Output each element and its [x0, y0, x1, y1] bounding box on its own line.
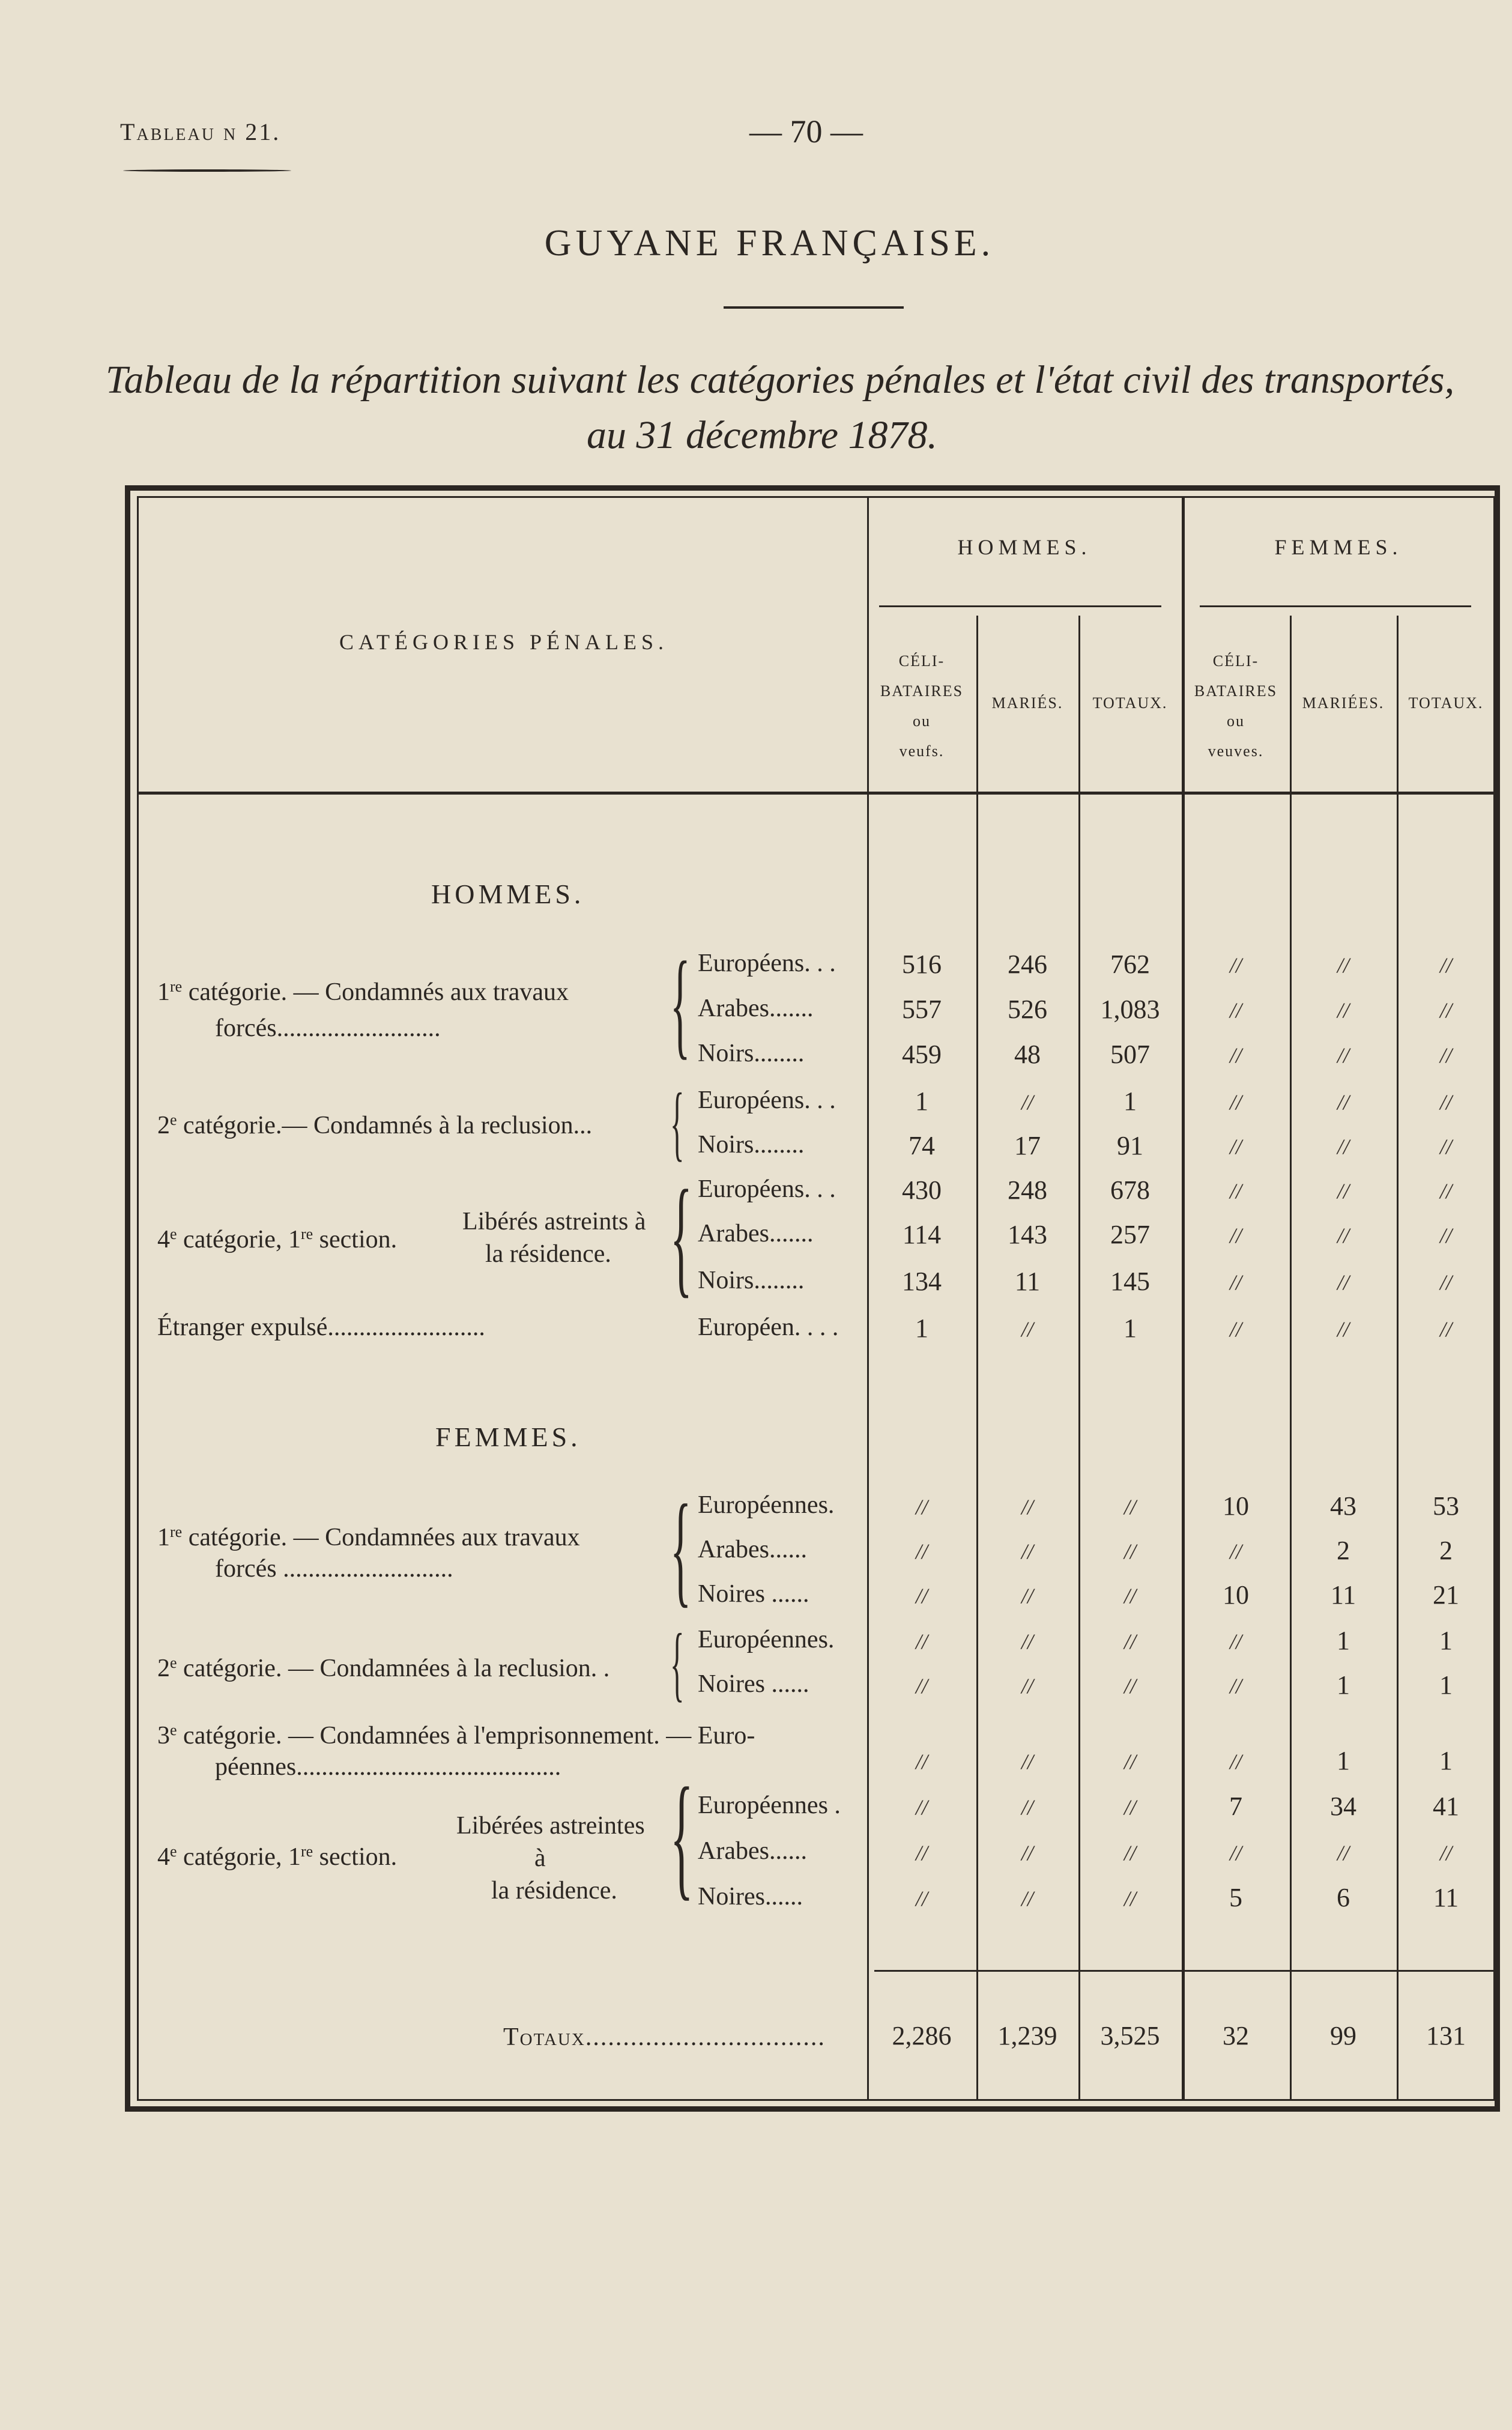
table-cell: //	[1021, 1629, 1033, 1653]
row-subcategory-label: Noirs........	[698, 1267, 805, 1294]
row-subcategory-label: Arabes......	[698, 1536, 807, 1563]
table-cell: 11	[1014, 1267, 1041, 1296]
table-cell: //	[1229, 1317, 1242, 1341]
table-cell: //	[1439, 1841, 1452, 1865]
row-subcategory-label: Européennes.	[698, 1626, 835, 1653]
table-cell: 48	[1014, 1040, 1041, 1069]
table-number-label: Tableau n 21.	[120, 118, 281, 145]
table-cell: //	[1337, 1179, 1349, 1203]
row-subcategory-label: Noirs........	[698, 1131, 805, 1159]
table-cell: //	[1229, 1270, 1242, 1294]
brace: {	[670, 938, 691, 1070]
table-cell: 1	[1439, 1746, 1453, 1775]
totals-top-rule	[874, 1970, 1495, 1972]
table-cell: 430	[902, 1175, 942, 1205]
row-subcategory-label: Européen. . . .	[698, 1313, 839, 1341]
table-cell: //	[1439, 953, 1452, 977]
table-cell: 2	[1337, 1536, 1350, 1565]
col-header-totaux-hommes: TOTAUX.	[1092, 694, 1168, 712]
table-cell: //	[1021, 1750, 1033, 1774]
table-cell: //	[1439, 1317, 1452, 1341]
table-cell: 21	[1433, 1580, 1459, 1610]
col-header-mariees: MARIÉES.	[1302, 694, 1385, 712]
row-subcategory-label: Arabes......	[698, 1837, 807, 1865]
label-hommes-cat1: 1re catégorie. — Condamnés aux travaux	[157, 978, 569, 1006]
row-subcategory-label: Européennes .	[698, 1792, 841, 1819]
table-cell: 34	[1330, 1792, 1356, 1821]
table-cell: 762	[1110, 950, 1150, 979]
label-femmes-cat2: 2e catégorie. — Condamnées à la reclusion. .	[157, 1654, 610, 1682]
table-cell: 1	[1337, 1746, 1350, 1775]
label-totaux: Totaux................................	[503, 2023, 826, 2051]
column-divider	[1078, 616, 1080, 2101]
table-cell: 459	[902, 1040, 942, 1069]
row-subcategory-label: Arabes.......	[698, 995, 814, 1022]
table-cell: //	[915, 1795, 928, 1819]
table-cell: //	[915, 1674, 928, 1698]
table-cell: 557	[902, 995, 942, 1024]
table-cell: //	[1021, 1539, 1033, 1563]
table-cell: 10	[1223, 1491, 1249, 1521]
header-bottom-rule	[137, 792, 1495, 795]
table-cell: 516	[902, 950, 942, 979]
table-cell: //	[915, 1539, 928, 1563]
row-subcategory-label: Européennes.	[698, 1491, 835, 1519]
table-cell: //	[1229, 1135, 1242, 1159]
table-cell: //	[1439, 998, 1452, 1022]
table-cell: 91	[1117, 1131, 1143, 1160]
table-cell: //	[1337, 1135, 1349, 1159]
table-cell: 246	[1008, 950, 1047, 979]
table-cell: 53	[1433, 1491, 1459, 1521]
row-subcategory-label: Européens. . .	[698, 1175, 836, 1203]
table-cell: //	[1229, 953, 1242, 977]
table-cell: //	[1439, 1270, 1452, 1294]
brace: {	[670, 1479, 692, 1619]
table-cell: //	[1337, 1090, 1349, 1114]
totals-cell: 131	[1426, 2021, 1466, 2050]
brace: {	[670, 1163, 692, 1309]
table-cell: //	[1337, 1223, 1349, 1247]
table-cell: //	[1123, 1674, 1136, 1698]
table-cell: //	[1229, 998, 1242, 1022]
subtitle-line-2: au 31 décembre 1878.	[586, 413, 938, 457]
table-cell: 507	[1110, 1040, 1150, 1069]
table-cell: //	[915, 1584, 928, 1608]
row-subcategory-label: Arabes.......	[698, 1220, 814, 1247]
table-cell: //	[1123, 1584, 1136, 1608]
section-heading-hommes: HOMMES.	[431, 879, 585, 909]
table-cell: //	[1021, 1674, 1033, 1698]
table-cell: //	[1021, 1795, 1033, 1819]
table-cell: //	[1439, 1135, 1452, 1159]
table-cell: //	[915, 1629, 928, 1653]
table-cell: 74	[909, 1131, 935, 1160]
table-cell: //	[1123, 1629, 1136, 1653]
column-divider	[1397, 616, 1399, 2101]
brace: {	[670, 1617, 685, 1710]
table-cell: //	[1123, 1539, 1136, 1563]
header-ornament-rule	[123, 169, 291, 172]
label-femmes-cat4-desc2: à	[534, 1844, 546, 1872]
label-hommes-cat4-desc2: la résidence.	[485, 1240, 611, 1268]
table-cell: //	[1229, 1841, 1242, 1865]
table-cell: //	[1123, 1886, 1136, 1910]
column-divider	[1290, 616, 1292, 2101]
table-cell: //	[1229, 1179, 1242, 1203]
table-cell: 41	[1433, 1792, 1459, 1821]
table-cell: //	[1229, 1223, 1242, 1247]
table-cell: 1	[1439, 1626, 1453, 1655]
table-cell: //	[1021, 1090, 1033, 1114]
label-femmes-cat4: 4e catégorie, 1re section.	[157, 1843, 398, 1871]
label-hommes-cat2: 2e catégorie.— Condamnés à la reclusion...	[157, 1111, 593, 1139]
label-hommes-cat4-desc1: Libérés astreints à	[462, 1208, 646, 1235]
table-cell: 6	[1337, 1883, 1350, 1912]
group-rule-femmes	[1200, 605, 1471, 607]
table-cell: 526	[1008, 995, 1047, 1024]
group-rule-hommes	[879, 605, 1161, 607]
section-heading-femmes: FEMMES.	[435, 1422, 581, 1452]
group-header-hommes: HOMMES.	[957, 535, 1092, 559]
table-cell: //	[915, 1841, 928, 1865]
table-cell: 1	[1337, 1626, 1350, 1655]
table-cell: 1,083	[1100, 995, 1160, 1024]
label-hommes-cat1-cont: forcés..........................	[215, 1014, 441, 1042]
table-cell: 43	[1330, 1491, 1356, 1521]
table-cell: //	[915, 1750, 928, 1774]
category-header: CATÉGORIES PÉNALES.	[339, 630, 669, 654]
table-cell: //	[1123, 1795, 1136, 1819]
table-cell: //	[1021, 1584, 1033, 1608]
label-femmes-cat1-cont: forcés ...........................	[215, 1555, 453, 1583]
col-header-celibataires-veufs: CÉLI- BATAIRES ou veufs.	[880, 652, 964, 760]
table-cell: 11	[1330, 1580, 1356, 1610]
table-cell: //	[1337, 998, 1349, 1022]
table-cell: //	[1123, 1841, 1136, 1865]
table-cell: //	[1229, 1674, 1242, 1698]
table-cell: //	[1229, 1043, 1242, 1067]
table-cell: //	[1229, 1629, 1242, 1653]
table-cell: 678	[1110, 1175, 1150, 1205]
label-femmes-cat3: 3e catégorie. — Condamnées à l'emprisonnement. — Euro-	[157, 1721, 755, 1750]
table-cell: //	[1439, 1043, 1452, 1067]
table-cell: //	[915, 1495, 928, 1519]
table-cell: 10	[1223, 1580, 1249, 1610]
table-cell: //	[1439, 1179, 1452, 1203]
totals-cell: 1,239	[997, 2021, 1057, 2050]
totals-cell: 99	[1330, 2021, 1356, 2050]
row-subcategory-label: Européens. . .	[698, 950, 836, 977]
totals-cell: 2,286	[892, 2021, 952, 2050]
table-cell: 134	[902, 1267, 942, 1296]
label-femmes-cat1: 1re catégorie. — Condamnées aux travaux	[157, 1523, 580, 1551]
col-header-celibataires-veuves: CÉLI- BATAIRES ou veuves.	[1194, 652, 1278, 760]
group-header-femmes: FEMMES.	[1274, 535, 1403, 559]
table-cell: 2	[1439, 1536, 1453, 1565]
table-cell: 5	[1229, 1883, 1242, 1912]
brace: {	[670, 1759, 694, 1912]
row-subcategory-label: Noires......	[698, 1883, 803, 1910]
table-cell: 7	[1229, 1792, 1242, 1821]
table-cell: //	[1123, 1495, 1136, 1519]
row-subcategory-label: Noires ......	[698, 1670, 809, 1698]
label-femmes-cat3-cont: péennes..........................................	[215, 1753, 561, 1781]
brace: {	[670, 1076, 685, 1169]
row-subcategory-label: Noires ......	[698, 1580, 809, 1608]
page-number: — 70 —	[749, 114, 863, 150]
page-title: GUYANE FRANÇAISE.	[544, 223, 995, 264]
table-cell: 114	[902, 1220, 942, 1249]
table-cell: //	[1229, 1750, 1242, 1774]
label-hommes-cat4: 4e catégorie, 1re section.	[157, 1225, 398, 1253]
table-cell: //	[1337, 1317, 1349, 1341]
table-cell: 17	[1014, 1131, 1041, 1160]
label-femmes-cat4-desc1: Libérées astreintes	[456, 1812, 645, 1840]
table-cell: //	[1337, 1043, 1349, 1067]
table-cell: //	[1123, 1750, 1136, 1774]
table-cell: 248	[1008, 1175, 1047, 1205]
table-cell: 1	[915, 1313, 928, 1343]
table-cell: //	[1021, 1317, 1033, 1341]
table-cell: 1	[1337, 1670, 1350, 1700]
table-cell: //	[1439, 1223, 1452, 1247]
row-subcategory-label: Européens. . .	[698, 1086, 836, 1114]
table-cell: 1	[1123, 1086, 1137, 1116]
table-cell: //	[1337, 1841, 1349, 1865]
table-cell: //	[1337, 1270, 1349, 1294]
label-etranger-expulse: Étranger expulsé.........................	[157, 1313, 485, 1341]
table-cell: 143	[1008, 1220, 1047, 1249]
table-cell: 145	[1110, 1267, 1150, 1296]
table-cell: 1	[1439, 1670, 1453, 1700]
col-header-maries: MARIÉS.	[991, 694, 1063, 712]
table-cell: //	[1337, 953, 1349, 977]
row-subcategory-label: Noirs........	[698, 1040, 805, 1067]
table-cell: 257	[1110, 1220, 1150, 1249]
table-cell: //	[1021, 1841, 1033, 1865]
label-femmes-cat4-desc3: la résidence.	[491, 1877, 617, 1904]
table-cell: //	[1439, 1090, 1452, 1114]
totals-cell: 32	[1223, 2021, 1249, 2050]
table-cell: //	[1021, 1495, 1033, 1519]
table-cell: 11	[1433, 1883, 1459, 1912]
table-cell: //	[915, 1886, 928, 1910]
table-cell: 1	[1123, 1313, 1137, 1343]
subtitle-line-1: Tableau de la répartition suivant les catégories pénales et l'état civil des transportés,	[105, 358, 1455, 402]
title-rule	[724, 306, 904, 309]
totals-cell: 3,525	[1100, 2021, 1160, 2050]
table-cell: //	[1229, 1539, 1242, 1563]
table-cell: 1	[915, 1086, 928, 1116]
table-cell: //	[1229, 1090, 1242, 1114]
column-divider	[976, 616, 978, 2101]
table-cell: //	[1021, 1886, 1033, 1910]
col-header-totaux-femmes: TOTAUX.	[1408, 694, 1484, 712]
